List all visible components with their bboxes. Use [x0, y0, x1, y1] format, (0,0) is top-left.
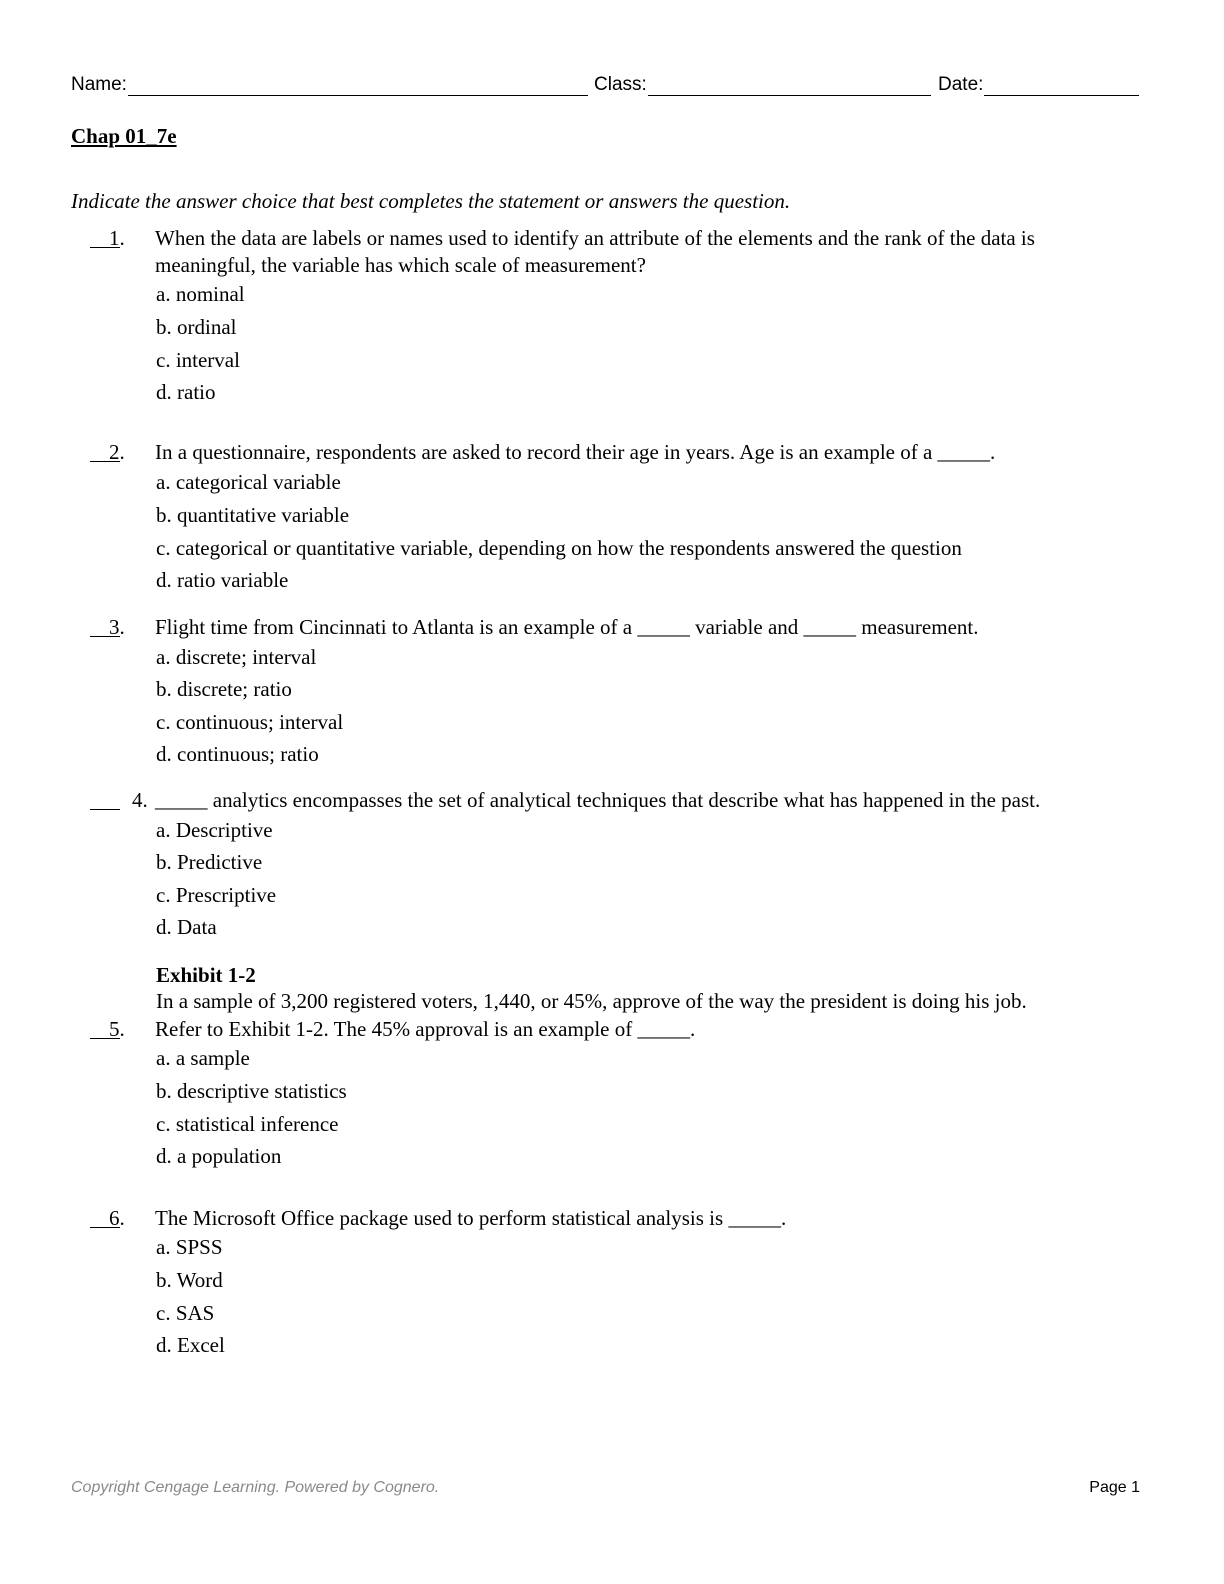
name-field[interactable] [71, 70, 588, 96]
question-4-option-d[interactable]: d. Data [156, 915, 217, 939]
question-number: 6. [109, 1206, 125, 1230]
question-6-option-a[interactable]: a. SPSS [156, 1235, 223, 1259]
class-line[interactable] [648, 73, 931, 96]
question-2-stem [109, 439, 1122, 466]
exhibit-title: Exhibit 1-2 [156, 963, 256, 987]
question-5-option-d[interactable]: d. a population [156, 1144, 282, 1168]
question-5-option-b[interactable]: b. descriptive statistics [156, 1079, 347, 1103]
chapter-title: Chap 01_7e [71, 124, 177, 148]
question-5-option-a[interactable]: a. a sample [156, 1046, 250, 1070]
name-line[interactable] [128, 73, 588, 96]
answer-blank-4[interactable] [90, 809, 120, 810]
date-line[interactable] [984, 73, 1139, 96]
question-number: 4. [132, 788, 148, 812]
question-3-option-a[interactable]: a. discrete; interval [156, 645, 317, 669]
question-number: 3. [109, 615, 125, 639]
question-text: When the data are labels or names used to identify an attribute of the elements and the rank of the data is meaningful, the variable has which scale of measurement? [155, 226, 1035, 277]
question-number: 1. [109, 226, 125, 250]
question-2-option-c[interactable]: c. categorical or quantitative variable, depending on how the respondents answered the question [156, 536, 962, 560]
question-1-option-c[interactable]: c. interval [156, 348, 240, 372]
footer-page-number: Page 1 [1089, 1479, 1140, 1496]
question-1-option-a[interactable]: a. nominal [156, 282, 245, 306]
date-field[interactable] [938, 70, 1139, 96]
question-text: The Microsoft Office package used to perform statistical analysis is _____. [155, 1206, 787, 1230]
question-6-option-b[interactable]: b. Word [156, 1268, 223, 1292]
question-3-option-b[interactable]: b. discrete; ratio [156, 677, 292, 701]
question-5-stem [109, 1016, 1122, 1043]
question-2-option-b[interactable]: b. quantitative variable [156, 503, 350, 527]
class-field[interactable] [594, 70, 931, 96]
question-1-stem [109, 225, 1122, 279]
question-text: In a questionnaire, respondents are asked to record their age in years. Age is an example of a _____. [155, 440, 996, 464]
question-1-option-b[interactable]: b. ordinal [156, 315, 237, 339]
class-label: Class: [594, 74, 647, 95]
question-3-option-d[interactable]: d. continuous; ratio [156, 742, 319, 766]
exhibit-text: In a sample of 3,200 registered voters, 1,440, or 45%, approve of the way the president is doing his job. [156, 989, 1027, 1013]
footer-copyright: Copyright Cengage Learning. Powered by Cognero. [71, 1479, 440, 1496]
question-1-option-d[interactable]: d. ratio [156, 380, 216, 404]
question-3-stem [109, 614, 1122, 641]
question-text: Refer to Exhibit 1-2. The 45% approval is an example of _____. [155, 1017, 696, 1041]
name-label: Name: [71, 74, 127, 95]
question-text: Flight time from Cincinnati to Atlanta is an example of a _____ variable and _____ measurement. [155, 615, 979, 639]
question-4-stem [132, 787, 1122, 814]
question-2-option-a[interactable]: a. categorical variable [156, 470, 341, 494]
question-5-option-c[interactable]: c. statistical inference [156, 1112, 339, 1136]
question-6-option-c[interactable]: c. SAS [156, 1301, 215, 1325]
question-number: 5. [109, 1017, 125, 1041]
question-6-stem [109, 1205, 1122, 1232]
instructions: Indicate the answer choice that best completes the statement or answers the question. [71, 189, 791, 213]
date-label: Date: [938, 74, 984, 95]
header-fields [71, 70, 1141, 100]
question-2-option-d[interactable]: d. ratio variable [156, 568, 289, 592]
question-6-option-d[interactable]: d. Excel [156, 1333, 225, 1357]
question-4-option-b[interactable]: b. Predictive [156, 850, 263, 874]
question-text: _____ analytics encompasses the set of analytical techniques that describe what has happened in the past. [155, 788, 1041, 812]
question-4-option-a[interactable]: a. Descriptive [156, 818, 273, 842]
question-3-option-c[interactable]: c. continuous; interval [156, 710, 344, 734]
question-number: 2. [109, 440, 125, 464]
question-4-option-c[interactable]: c. Prescriptive [156, 883, 277, 907]
